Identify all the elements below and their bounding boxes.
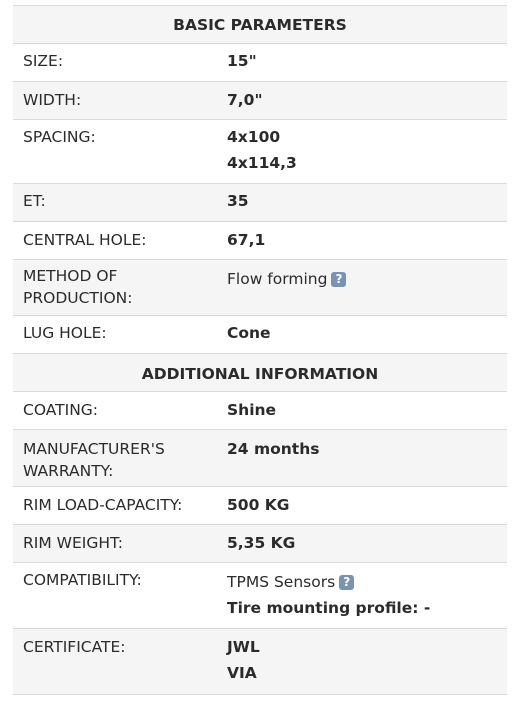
- row-value: [227, 266, 346, 292]
- row-value: 15": [227, 52, 257, 70]
- row-label: RIM LOAD-CAPACITY:: [23, 496, 183, 514]
- table-row-rim-weight: [13, 525, 507, 563]
- table-row-method-of-production: [13, 260, 507, 316]
- row-label: COMPATIBILITY:: [23, 571, 142, 589]
- row-value-text: Flow forming: [227, 270, 328, 288]
- row-value: Tire mounting profile: -: [227, 599, 431, 617]
- table-row-spacing: [13, 120, 507, 184]
- row-value: Cone: [227, 324, 271, 342]
- table-row-width: [13, 82, 507, 120]
- row-label: WARRANTY:: [23, 462, 114, 480]
- row-label: SIZE:: [23, 52, 64, 70]
- row-value: 67,1: [227, 231, 266, 249]
- row-value: 35: [227, 192, 249, 210]
- row-value-text: TPMS Sensors: [227, 573, 336, 591]
- table-row-rim-load-capacity: [13, 487, 507, 525]
- row-value: 24 months: [227, 440, 320, 458]
- table-row-coating: [13, 392, 507, 430]
- row-value: JWL: [227, 638, 260, 656]
- row-label: SPACING:: [23, 128, 96, 146]
- row-value: 5,35 KG: [227, 534, 296, 552]
- section-basic-parameters: [13, 6, 507, 44]
- row-label: RIM WEIGHT:: [23, 534, 123, 552]
- row-value: [227, 569, 354, 595]
- table-next-row: [13, 695, 507, 705]
- section-title: ADDITIONAL INFORMATION: [141, 365, 379, 383]
- table-row-size: [13, 44, 507, 82]
- table-row-certificate: [13, 629, 507, 695]
- row-value: Shine: [227, 401, 277, 419]
- row-value: 7,0": [227, 91, 263, 109]
- row-value: VIA: [227, 664, 257, 682]
- row-value: 4x114,3: [227, 154, 297, 172]
- table-row-central-hole: [13, 222, 507, 260]
- question-mark-icon[interactable]: ?: [339, 575, 354, 590]
- row-value: 4x100: [227, 128, 281, 146]
- row-label: PRODUCTION:: [23, 289, 133, 307]
- row-label: METHOD OF: [23, 267, 118, 285]
- row-label: CERTIFICATE:: [23, 638, 126, 656]
- table-row-et: [13, 184, 507, 222]
- table-row-warranty: [13, 430, 507, 487]
- table-row-lug-hole: [13, 316, 507, 354]
- row-label: CENTRAL HOLE:: [23, 231, 147, 249]
- question-mark-icon[interactable]: ?: [331, 272, 346, 287]
- table-row-compatibility: [13, 563, 507, 629]
- row-label: MANUFACTURER'S: [23, 440, 165, 458]
- row-label: COATING:: [23, 401, 99, 419]
- row-label: ET:: [23, 192, 46, 210]
- row-label: WIDTH:: [23, 91, 82, 109]
- row-label: LUG HOLE:: [23, 324, 107, 342]
- row-value: 500 KG: [227, 496, 290, 514]
- section-title: BASIC PARAMETERS: [173, 16, 347, 34]
- section-additional-information: [13, 354, 507, 392]
